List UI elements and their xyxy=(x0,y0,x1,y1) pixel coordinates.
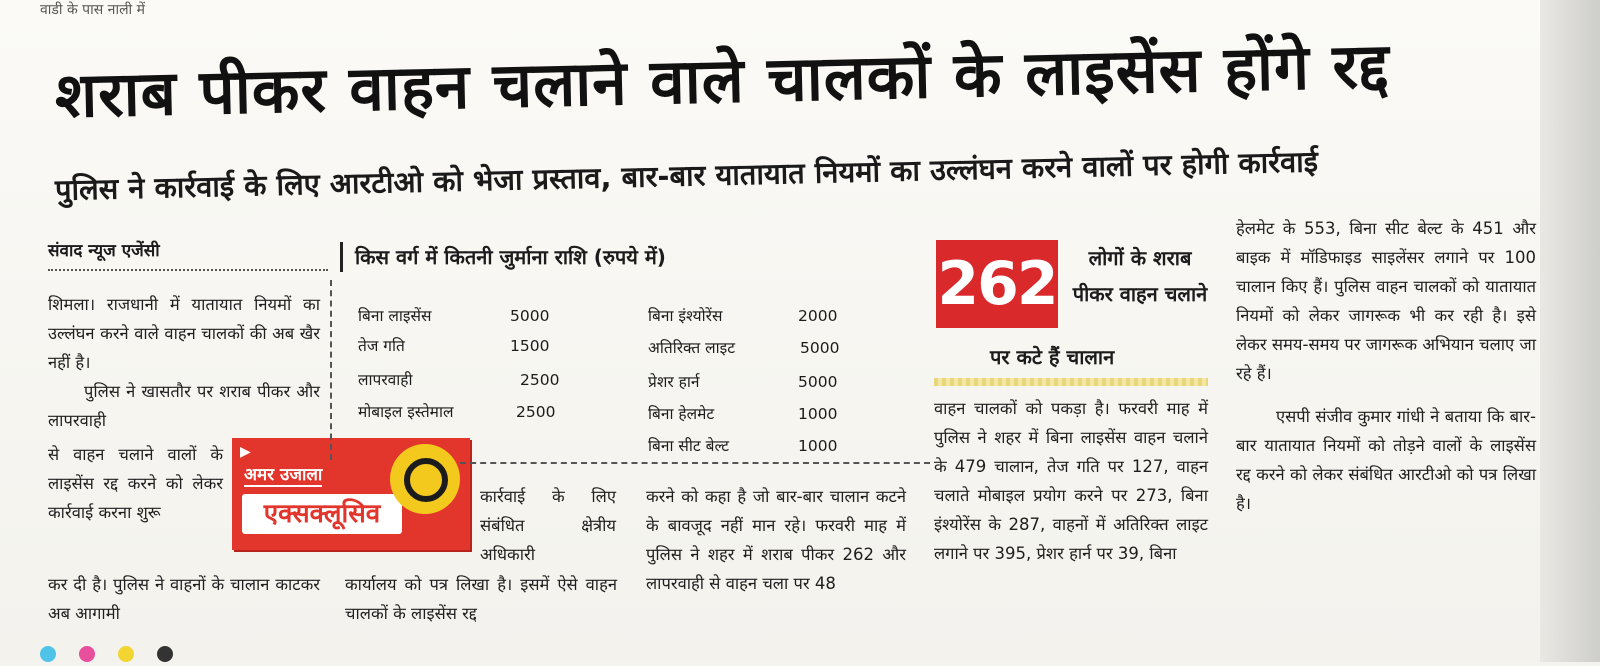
paragraph-2-start: पुलिस ने खासतौर पर शराब पीकर और लापरवाही xyxy=(48,382,320,430)
fine-row xyxy=(648,430,898,460)
fine-row xyxy=(648,332,898,362)
fine-amount: 1000 xyxy=(798,405,838,423)
fine-category: बिना इंश्योरेंस xyxy=(648,307,723,325)
fine-row xyxy=(648,366,898,396)
black-dot xyxy=(157,646,173,662)
highlight-caption-top: लोगों के शराब पीकर वाहन चलाने xyxy=(1072,246,1208,306)
fine-row xyxy=(648,300,898,330)
column-1-bottom xyxy=(48,570,320,628)
lens-icon xyxy=(390,444,460,514)
fine-amount: 2500 xyxy=(520,371,560,389)
yellow-dot xyxy=(118,646,134,662)
highlight-caption-bottom: पर कटे हैं चालान xyxy=(990,345,1115,369)
subheadline: पुलिस ने कार्रवाई के लिए आरटीओ को भेजा प्रस्ताव, बार-बार यातायात नियमों का उल्लंघन करने वालों पर होगी कार्रवाई xyxy=(54,144,1319,207)
column-1-top xyxy=(48,290,320,435)
paragraph-2-end: कर दी है। पुलिस ने वाहनों के चालान काटकर अब आगामी xyxy=(48,575,320,623)
paragraph-text: वाहन चालकों को पकड़ा है। फरवरी माह में पुलिस ने शहर में बिना लाइसेंस वाहन चलाने के 479 चालान, तेज गति पर 127, वाहन चलाते मोबाइल प्रयोग करने पर 273, बिना इंश्योरेंस के 287, वाहनों में अतिरिक्त लाइट लगाने पर 395, प्रेशर हार्न पर 39, बिना xyxy=(934,399,1208,563)
column-1-wrap xyxy=(48,440,223,527)
fine-amount: 2000 xyxy=(798,307,838,325)
previous-article-strip: वाडी के पास नाली में xyxy=(40,2,146,18)
highlight-underline xyxy=(934,378,1208,386)
byline: संवाद न्यूज एजेंसी xyxy=(48,238,328,271)
fine-amount: 5000 xyxy=(798,373,838,391)
column-2-top xyxy=(480,482,616,569)
fine-category: बिना लाइसेंस xyxy=(358,307,432,325)
brand-label: अमर उजाला xyxy=(244,462,322,487)
fine-amount: 1500 xyxy=(510,337,550,355)
page-edge-shadow xyxy=(1540,0,1600,662)
paragraph-text: करने को कहा है जो बार-बार चालान कटने के बावजूद नहीं मान रहे। फरवरी माह में पुलिस ने शहर में शराब पीकर 262 और लापरवाही से वाहन चला पर 48 xyxy=(646,487,906,593)
paragraph-text: कार्रवाई के लिए संबंधित क्षेत्रीय अधिकारी xyxy=(480,487,616,564)
headline: शराब पीकर वाहन चलाने वाले चालकों के लाइसेंस होंगे रद्द xyxy=(54,28,1391,132)
fine-category: बिना सीट बेल्ट xyxy=(648,437,730,455)
paragraph-text: हेलमेट के 553, बिना सीट बेल्ट के 451 और बाइक में मॉडिफाइड साइलेंसर लगाने पर 100 चालान किए हैं। पुलिस वाहन चालकों को यातायात नियमों को लेकर जागरूक भी कर रही है। इसे लेकर समय-समय पर जागरूक अभियान चलाए जा रहे हैं। xyxy=(1236,219,1536,383)
paragraph-text: कार्यालय को पत्र लिखा है। इसमें ऐसे वाहन चालकों के लाइसेंस रद्द xyxy=(345,575,617,623)
fine-box-left-border xyxy=(330,280,332,460)
column-4 xyxy=(934,394,1208,568)
fine-category: प्रेशर हार्न xyxy=(648,373,700,391)
print-color-marks xyxy=(40,646,200,662)
fine-category: तेज गति xyxy=(358,337,405,355)
fine-amount: 5000 xyxy=(800,339,840,357)
cyan-dot xyxy=(40,646,56,662)
fine-category: मोबाइल इस्तेमाल xyxy=(358,403,454,421)
fine-amount: 1000 xyxy=(798,437,838,455)
fine-box-title: किस वर्ग में कितनी जुर्माना राशि (रुपये में) xyxy=(340,242,915,272)
fine-row xyxy=(358,330,608,360)
fine-category: अतिरिक्त लाइट xyxy=(648,339,736,357)
column-3 xyxy=(646,482,906,598)
fine-amount: 5000 xyxy=(510,307,550,325)
exclusive-label: एक्सक्लूसिव xyxy=(242,494,402,534)
play-icon: ▶ xyxy=(240,444,251,460)
paragraph-text: एसपी संजीव कुमार गांधी ने बताया कि बार-बार यातायात नियमों को तोड़ने वालों के लाइसेंस रद्द करने को लेकर संबंधित आरटीओ को पत्र लिखा है। xyxy=(1236,407,1536,513)
fine-amount: 2500 xyxy=(516,403,556,421)
paragraph-intro: शिमला। राजधानी में यातायात नियमों का उल्लंघन करने वाले वाहन चालकों की अब खैर नहीं है। xyxy=(48,295,320,372)
fine-row xyxy=(358,396,608,426)
paragraph-2-middle: से वाहन चलाने वालों के लाइसेंस रद्द करने को लेकर कार्रवाई करना शुरू xyxy=(48,445,223,522)
column-5 xyxy=(1236,214,1536,518)
fine-category: लापरवाही xyxy=(358,371,413,389)
highlight-number: 262 xyxy=(936,240,1058,328)
column-2-bottom xyxy=(345,570,617,628)
fine-category: बिना हेलमेट xyxy=(648,405,715,423)
fine-row xyxy=(648,398,898,428)
magenta-dot xyxy=(79,646,95,662)
fine-box-bottom-border xyxy=(460,462,930,464)
exclusive-badge xyxy=(232,438,470,550)
fine-row xyxy=(358,364,608,394)
fine-row xyxy=(358,300,608,330)
